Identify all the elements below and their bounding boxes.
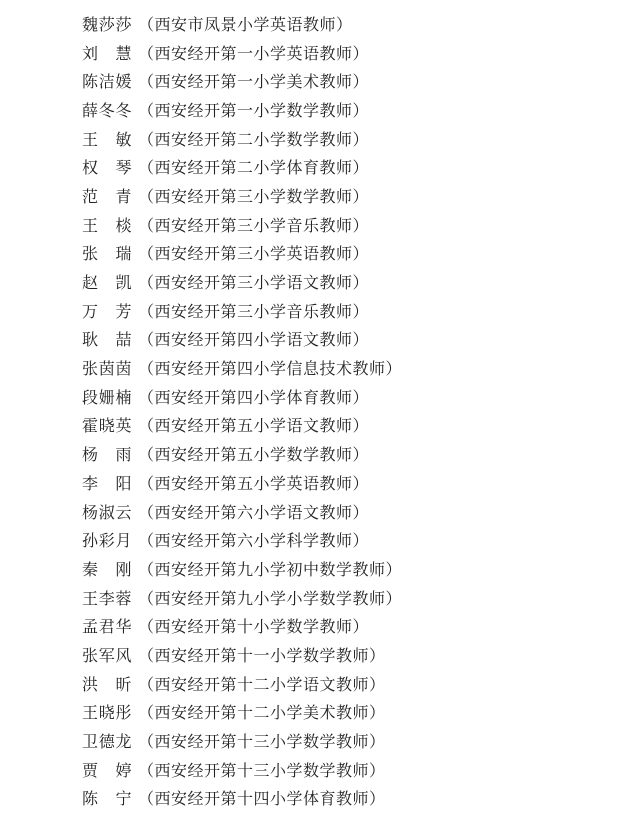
teacher-affiliation: （西安经开第一小学英语教师） xyxy=(138,43,370,63)
list-item xyxy=(82,296,622,325)
list-item xyxy=(82,439,622,468)
list-item xyxy=(82,611,622,640)
teacher-affiliation: （西安经开第四小学信息技术教师） xyxy=(138,359,403,379)
list-item xyxy=(82,497,622,526)
teacher-affiliation: （西安经开第十一小学数学教师） xyxy=(138,645,386,665)
list-item xyxy=(82,38,622,67)
teacher-name: 万芳 xyxy=(82,301,132,321)
list-item xyxy=(82,525,622,554)
list-item xyxy=(82,210,622,239)
teacher-affiliation: （西安经开第十三小学数学教师） xyxy=(138,760,386,780)
teacher-affiliation: （西安经开第五小学语文教师） xyxy=(138,416,370,436)
list-item xyxy=(82,669,622,698)
list-item xyxy=(82,382,622,411)
teacher-affiliation: （西安经开第十小学数学教师） xyxy=(138,617,370,637)
teacher-name: 王晓彤 xyxy=(82,703,132,723)
teacher-affiliation: （西安经开第四小学体育教师） xyxy=(138,387,370,407)
list-item xyxy=(82,95,622,124)
teacher-affiliation: （西安经开第四小学语文教师） xyxy=(138,330,370,350)
teacher-affiliation: （西安经开第一小学数学教师） xyxy=(138,100,370,120)
teacher-affiliation: （西安经开第十二小学美术教师） xyxy=(138,703,386,723)
teacher-name: 李阳 xyxy=(82,473,132,493)
list-item xyxy=(82,755,622,784)
list-item xyxy=(82,267,622,296)
list-item xyxy=(82,698,622,727)
teacher-name: 贾婷 xyxy=(82,760,132,780)
teacher-name: 杨雨 xyxy=(82,445,132,465)
list-item xyxy=(82,9,622,38)
teacher-affiliation: （西安经开第一小学美术教师） xyxy=(138,72,370,92)
teacher-affiliation: （西安经开第三小学语文教师） xyxy=(138,273,370,293)
teacher-name: 陈洁媛 xyxy=(82,72,132,92)
teacher-affiliation: （西安市凤景小学英语教师） xyxy=(138,14,353,34)
teacher-name: 权琴 xyxy=(82,158,132,178)
teacher-affiliation: （西安经开第九小学小学数学教师） xyxy=(138,588,403,608)
list-item xyxy=(82,468,622,497)
teacher-name: 王棪 xyxy=(82,215,132,235)
teacher-name: 杨淑云 xyxy=(82,502,132,522)
list-item xyxy=(82,152,622,181)
list-item xyxy=(82,239,622,268)
list-item xyxy=(82,784,622,813)
teacher-name: 张军风 xyxy=(82,645,132,665)
teacher-name: 薛冬冬 xyxy=(82,100,132,120)
teacher-name: 张瑞 xyxy=(82,244,132,264)
teacher-affiliation: （西安经开第六小学语文教师） xyxy=(138,502,370,522)
teacher-name: 王敏 xyxy=(82,129,132,149)
teacher-affiliation: （西安经开第五小学英语教师） xyxy=(138,473,370,493)
list-item xyxy=(82,353,622,382)
teacher-affiliation: （西安经开第九小学初中数学教师） xyxy=(138,559,403,579)
teacher-name: 赵凯 xyxy=(82,273,132,293)
teacher-name: 段姗楠 xyxy=(82,387,132,407)
teacher-name: 陈宁 xyxy=(82,789,132,809)
list-item xyxy=(82,583,622,612)
teacher-affiliation: （西安经开第三小学音乐教师） xyxy=(138,215,370,235)
list-item xyxy=(82,726,622,755)
teacher-affiliation: （西安经开第三小学英语教师） xyxy=(138,244,370,264)
list-item xyxy=(82,66,622,95)
list-item xyxy=(82,640,622,669)
teacher-name: 卫德龙 xyxy=(82,732,132,752)
teacher-affiliation: （西安经开第二小学数学教师） xyxy=(138,129,370,149)
teacher-name: 孟君华 xyxy=(82,617,132,637)
teacher-name: 洪昕 xyxy=(82,674,132,694)
teacher-affiliation: （西安经开第六小学科学教师） xyxy=(138,531,370,551)
teacher-affiliation: （西安经开第十三小学数学教师） xyxy=(138,732,386,752)
teacher-affiliation: （西安经开第二小学体育教师） xyxy=(138,158,370,178)
teacher-name: 秦刚 xyxy=(82,559,132,579)
teacher-affiliation: （西安经开第三小学数学教师） xyxy=(138,186,370,206)
list-item xyxy=(82,124,622,153)
teacher-list xyxy=(82,9,622,812)
teacher-name: 张茵茵 xyxy=(82,359,132,379)
teacher-name: 范青 xyxy=(82,186,132,206)
teacher-name: 耿喆 xyxy=(82,330,132,350)
list-item xyxy=(82,181,622,210)
list-item xyxy=(82,554,622,583)
teacher-name: 王李蓉 xyxy=(82,588,132,608)
teacher-name: 孙彩月 xyxy=(82,531,132,551)
teacher-affiliation: （西安经开第十二小学语文教师） xyxy=(138,674,386,694)
list-item xyxy=(82,325,622,354)
list-item xyxy=(82,411,622,440)
teacher-affiliation: （西安经开第三小学音乐教师） xyxy=(138,301,370,321)
teacher-name: 魏莎莎 xyxy=(82,14,132,34)
teacher-name: 刘慧 xyxy=(82,43,132,63)
teacher-affiliation: （西安经开第十四小学体育教师） xyxy=(138,789,386,809)
teacher-affiliation: （西安经开第五小学数学教师） xyxy=(138,445,370,465)
teacher-name: 霍晓英 xyxy=(82,416,132,436)
